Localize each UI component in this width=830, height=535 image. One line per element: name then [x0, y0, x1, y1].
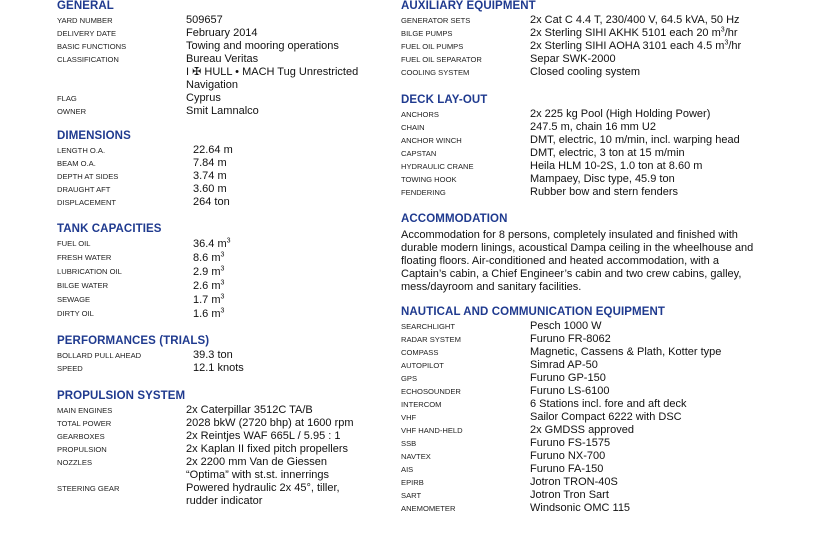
- spec-value-text: 39.3 ton: [193, 349, 233, 361]
- spec-label: GEARBOXES: [57, 432, 105, 441]
- spec-value: [193, 144, 233, 157]
- spec-value: [530, 411, 682, 424]
- section-heading: AUXILIARY EQUIPMENT: [401, 0, 536, 12]
- spec-row: [57, 362, 244, 375]
- spec-value-text: Cyprus: [186, 92, 221, 104]
- spec-label: BEAM O.A.: [57, 159, 96, 168]
- superscript: 3: [220, 293, 225, 301]
- spec-value: [530, 333, 611, 346]
- spec-value: [186, 105, 259, 118]
- spec-value: [530, 489, 609, 502]
- spec-value: [186, 14, 223, 27]
- spec-label: RADAR SYSTEM: [401, 335, 461, 344]
- section-dimensions: [57, 130, 233, 209]
- spec-value-text: 8.6 m: [193, 252, 221, 264]
- spec-row: [57, 404, 354, 417]
- spec-value: [530, 424, 634, 437]
- spec-value-text: 2x Sterling SIHI AOHA 3101 each 4.5 m: [530, 40, 725, 52]
- spec-value-text: Furuno FA-150: [530, 463, 604, 475]
- section-general: [57, 0, 358, 118]
- spec-row: [401, 14, 741, 27]
- spec-label: FLAG: [57, 94, 77, 103]
- spec-label: CHAIN: [401, 123, 425, 132]
- spec-row: [57, 482, 354, 495]
- spec-value-text: 2x 2200 mm Van de Giessen: [186, 456, 328, 468]
- spec-value-text: Furuno FR-8062: [530, 333, 611, 345]
- spec-value: [193, 237, 231, 251]
- spec-label: OWNER: [57, 107, 87, 116]
- spec-label: SSB: [401, 439, 417, 448]
- spec-label: DIRTY OIL: [57, 309, 94, 318]
- spec-label: ANCHORS: [401, 110, 439, 119]
- spec-row: [57, 279, 231, 293]
- spec-label: BILGE PUMPS: [401, 29, 453, 38]
- spec-row: [401, 424, 721, 437]
- spec-row: [401, 398, 721, 411]
- spec-row: [57, 495, 354, 508]
- spec-label: ECHOSOUNDER: [401, 387, 461, 396]
- spec-label: SPEED: [57, 364, 83, 373]
- unit-suffix: /hr: [728, 40, 742, 52]
- section-heading: PERFORMANCES (TRIALS): [57, 335, 210, 347]
- spec-value: [530, 147, 685, 160]
- spec-value-text: 2x Sterling SIHI AKHK 5101 each 20 m: [530, 27, 721, 39]
- spec-row: [57, 157, 233, 170]
- spec-value: [186, 443, 348, 456]
- spec-value: [186, 417, 354, 430]
- spec-row: [401, 27, 741, 40]
- spec-label: TOTAL POWER: [57, 419, 112, 428]
- spec-row: [401, 346, 721, 359]
- superscript: 3: [724, 39, 729, 47]
- section-paragraph: Accommodation for 8 persons, completely insulated and finished with durable modern linings, acoustical Dampa ceiling in the wheelhouse and floating floors. Air-conditioned and heated accommodation, with a Captain’s cabin, a Chief Engineer’s cabin and two crew cabins, galley, mess/dayroom and sanitary facilities.: [401, 229, 754, 293]
- spec-value-text: 1.6 m: [193, 308, 221, 320]
- spec-row: [57, 443, 354, 456]
- spec-row: [57, 293, 231, 307]
- spec-value: [530, 160, 702, 173]
- spec-row: [57, 53, 358, 66]
- spec-value: [186, 79, 238, 92]
- spec-label: COMPASS: [401, 348, 439, 357]
- spec-value: [530, 66, 640, 79]
- spec-value-text: Jotron Tron Sart: [530, 489, 609, 501]
- spec-value-text: Furuno GP-150: [530, 372, 606, 384]
- spec-value: [530, 450, 605, 463]
- spec-row: [401, 502, 721, 515]
- spec-value: [530, 346, 721, 359]
- spec-value: [193, 349, 233, 362]
- spec-value-text: Powered hydraulic 2x 45°, tiller,: [186, 482, 340, 494]
- spec-value-text: 3.74 m: [193, 170, 227, 182]
- spec-row: [57, 66, 358, 79]
- spec-row: [57, 417, 354, 430]
- section-heading: DIMENSIONS: [57, 130, 131, 142]
- spec-value-text: 2x Kaplan II fixed pitch propellers: [186, 443, 349, 455]
- spec-value-text: Towing and mooring operations: [186, 40, 339, 52]
- spec-value-text: I ✠ HULL • MACH Tug Unrestricted: [186, 66, 359, 78]
- spec-value-text: 2.9 m: [193, 266, 221, 278]
- section-deck: [401, 94, 740, 199]
- spec-value-text: rudder indicator: [186, 495, 263, 507]
- spec-row: [57, 92, 358, 105]
- spec-label: GPS: [401, 374, 418, 383]
- spec-value-text: Bureau Veritas: [186, 53, 259, 65]
- spec-value: [186, 456, 327, 469]
- spec-value: [186, 40, 339, 53]
- spec-value-text: 2.6 m: [193, 280, 221, 292]
- spec-row: [401, 121, 740, 134]
- spec-value: [193, 279, 224, 293]
- spec-value: [530, 476, 618, 489]
- spec-value-text: DMT, electric, 10 m/min, incl. warping head: [530, 134, 740, 146]
- spec-value-text: 2x Caterpillar 3512C TA/B: [186, 404, 313, 416]
- spec-label: AUTOPILOT: [401, 361, 444, 370]
- spec-value-text: Rubber bow and stern fenders: [530, 186, 678, 198]
- section-propulsion: [57, 390, 354, 508]
- spec-value: [193, 157, 227, 170]
- section-nautical: [401, 306, 721, 515]
- spec-row: [57, 105, 358, 118]
- spec-value: [530, 437, 610, 450]
- spec-row: [57, 27, 358, 40]
- spec-label: VHF HAND-HELD: [401, 426, 463, 435]
- spec-label: INTERCOM: [401, 400, 442, 409]
- spec-label: PROPULSION: [57, 445, 107, 454]
- spec-label: TOWING HOOK: [401, 175, 457, 184]
- spec-row: [57, 196, 233, 209]
- spec-label: LUBRICATION OIL: [57, 267, 122, 276]
- spec-value-text: Furuno NX-700: [530, 450, 606, 462]
- spec-row: [57, 265, 231, 279]
- spec-row: [57, 456, 354, 469]
- spec-value-text: 509657: [186, 14, 223, 26]
- spec-row: [57, 251, 231, 265]
- spec-value-text: Magnetic, Cassens & Plath, Kotter type: [530, 346, 722, 358]
- section-accommodation: [401, 213, 761, 294]
- spec-label: BILGE WATER: [57, 281, 109, 290]
- spec-value-text: 2x Reintjes WAF 665L / 5.95 : 1: [186, 430, 341, 442]
- spec-value: [530, 121, 656, 134]
- spec-row: [57, 144, 233, 157]
- spec-value-text: 2x Cat C 4.4 T, 230/400 V, 64.5 kVA, 50 Hz: [530, 14, 740, 26]
- spec-value-text: “Optima” with st.st. innerrings: [186, 469, 330, 481]
- spec-row: [57, 349, 244, 362]
- spec-value-text: Navigation: [186, 79, 238, 91]
- spec-row: [401, 147, 740, 160]
- section-tank: [57, 223, 231, 321]
- spec-value-text: 247.5 m, chain 16 mm U2: [530, 121, 656, 133]
- spec-value: [193, 251, 224, 265]
- spec-label: [57, 66, 186, 79]
- section-heading: TANK CAPACITIES: [57, 223, 162, 235]
- spec-value: [530, 320, 602, 333]
- unit-suffix: /hr: [724, 27, 738, 39]
- spec-row: [401, 333, 721, 346]
- spec-value-text: 2x 225 kg Pool (High Holding Power): [530, 108, 711, 120]
- spec-label: DELIVERY DATE: [57, 29, 117, 38]
- spec-value: [530, 502, 630, 515]
- spec-value: [530, 53, 616, 66]
- spec-label: BOLLARD PULL AHEAD: [57, 351, 142, 360]
- spec-label: YARD NUMBER: [57, 16, 113, 25]
- spec-value-text: Sailor Compact 6222 with DSC: [530, 411, 682, 423]
- spec-value: [530, 398, 687, 411]
- spec-label: CLASSIFICATION: [57, 55, 119, 64]
- spec-value-text: Separ SWK-2000: [530, 53, 616, 65]
- spec-row: [401, 489, 721, 502]
- spec-value: [186, 53, 258, 66]
- spec-value-text: Mampaey, Disc type, 45.9 ton: [530, 173, 675, 185]
- spec-row: [401, 186, 740, 199]
- spec-value-text: 3.60 m: [193, 183, 227, 195]
- spec-value: [530, 40, 741, 53]
- spec-value: [193, 183, 227, 196]
- spec-label: FENDERING: [401, 188, 446, 197]
- spec-value: [530, 27, 738, 40]
- spec-value-text: DMT, electric, 3 ton at 15 m/min: [530, 147, 685, 159]
- spec-value-text: Furuno LS-6100: [530, 385, 610, 397]
- spec-row: [401, 372, 721, 385]
- spec-value: [186, 404, 313, 417]
- spec-label: DISPLACEMENT: [57, 198, 117, 207]
- spec-row: [57, 40, 358, 53]
- spec-value: [186, 469, 329, 482]
- spec-label: FUEL OIL SEPARATOR: [401, 55, 482, 64]
- section-heading: DECK LAY-OUT: [401, 94, 488, 106]
- spec-value: [530, 385, 610, 398]
- spec-label: SEARCHLIGHT: [401, 322, 456, 331]
- spec-label: SEWAGE: [57, 295, 91, 304]
- spec-row: [57, 183, 233, 196]
- spec-value: [193, 170, 227, 183]
- spec-value-text: 36.4 m: [193, 238, 227, 250]
- spec-label: AIS: [401, 465, 414, 474]
- spec-value-text: Heila HLM 10-2S, 1.0 ton at 8.60 m: [530, 160, 703, 172]
- spec-label: STEERING GEAR: [57, 484, 120, 493]
- spec-value: [530, 463, 603, 476]
- spec-row: [57, 79, 358, 92]
- spec-value-text: 7.84 m: [193, 157, 227, 169]
- spec-value: [186, 92, 221, 105]
- spec-label: GENERATOR SETS: [401, 16, 471, 25]
- superscript: 3: [220, 265, 225, 273]
- spec-label: EPIRB: [401, 478, 424, 487]
- spec-row: [401, 463, 721, 476]
- spec-row: [57, 14, 358, 27]
- spec-value-text: 2x GMDSS approved: [530, 424, 634, 436]
- spec-label: LENGTH O.A.: [57, 146, 106, 155]
- section-heading: ACCOMMODATION: [401, 213, 508, 225]
- spec-label: CAPSTAN: [401, 149, 437, 158]
- spec-value-text: Smit Lamnalco: [186, 105, 259, 117]
- spec-value-text: Furuno FS-1575: [530, 437, 611, 449]
- spec-value-text: 22.64 m: [193, 144, 233, 156]
- spec-value-text: 1.7 m: [193, 294, 221, 306]
- spec-value-text: February 2014: [186, 27, 258, 39]
- spec-label: [57, 495, 186, 508]
- spec-label: [57, 79, 186, 92]
- spec-row: [401, 437, 721, 450]
- spec-row: [401, 134, 740, 147]
- spec-label: COOLING SYSTEM: [401, 68, 470, 77]
- spec-value: [530, 14, 740, 27]
- spec-row: [401, 160, 740, 173]
- spec-value: [193, 293, 224, 307]
- spec-value: [186, 27, 258, 40]
- spec-row: [57, 170, 233, 183]
- spec-row: [57, 237, 231, 251]
- spec-value: [530, 372, 606, 385]
- spec-value-text: 264 ton: [193, 196, 230, 208]
- spec-label: NOZZLES: [57, 458, 93, 467]
- spec-label: SART: [401, 491, 422, 500]
- spec-row: [401, 53, 741, 66]
- spec-row: [401, 450, 721, 463]
- spec-row: [401, 411, 721, 424]
- spec-row: [401, 108, 740, 121]
- superscript: 3: [720, 26, 725, 34]
- spec-label: HYDRAULIC CRANE: [401, 162, 474, 171]
- section-performances: [57, 335, 244, 375]
- spec-value-text: Windsonic OMC 115: [530, 502, 631, 514]
- spec-label: [57, 469, 186, 482]
- spec-value: [530, 134, 740, 147]
- spec-label: BASIC FUNCTIONS: [57, 42, 127, 51]
- superscript: 3: [220, 307, 225, 315]
- spec-row: [57, 307, 231, 321]
- spec-value-text: 2028 bkW (2720 bhp) at 1600 rpm: [186, 417, 354, 429]
- spec-value: [530, 186, 678, 199]
- section-heading: NAUTICAL AND COMMUNICATION EQUIPMENT: [401, 306, 666, 318]
- spec-value: [193, 265, 224, 279]
- spec-row: [401, 40, 741, 53]
- spec-value: [193, 362, 244, 375]
- spec-value-text: Closed cooling system: [530, 66, 641, 78]
- superscript: 3: [220, 251, 225, 259]
- spec-label: FRESH WATER: [57, 253, 112, 262]
- spec-label: DEPTH AT SIDES: [57, 172, 119, 181]
- spec-value: [530, 108, 710, 121]
- spec-value-text: 12.1 knots: [193, 362, 244, 374]
- spec-label: VHF: [401, 413, 417, 422]
- spec-value: [186, 482, 340, 495]
- spec-label: ANCHOR WINCH: [401, 136, 462, 145]
- section-auxiliary: [401, 0, 741, 79]
- spec-value: [193, 196, 230, 209]
- spec-value: [186, 430, 340, 443]
- spec-value-text: Pesch 1000 W: [530, 320, 602, 332]
- spec-row: [401, 476, 721, 489]
- spec-label: FUEL OIL: [57, 239, 91, 248]
- spec-label: DRAUGHT AFT: [57, 185, 111, 194]
- spec-label: NAVTEX: [401, 452, 431, 461]
- spec-row: [401, 173, 740, 186]
- spec-value: [186, 66, 358, 79]
- spec-row: [57, 430, 354, 443]
- spec-row: [401, 66, 741, 79]
- spec-value-text: Jotron TRON-40S: [530, 476, 618, 488]
- spec-value: [530, 173, 675, 186]
- spec-label: MAIN ENGINES: [57, 406, 113, 415]
- superscript: 3: [220, 279, 225, 287]
- spec-value: [193, 307, 224, 321]
- spec-row: [57, 469, 354, 482]
- spec-row: [401, 385, 721, 398]
- superscript: 3: [226, 237, 231, 245]
- spec-row: [401, 359, 721, 372]
- spec-label: ANEMOMETER: [401, 504, 456, 513]
- spec-value: [530, 359, 598, 372]
- section-heading: PROPULSION SYSTEM: [57, 390, 186, 402]
- spec-value-text: Simrad AP-50: [530, 359, 598, 371]
- spec-value-text: 6 Stations incl. fore and aft deck: [530, 398, 687, 410]
- spec-row: [401, 320, 721, 333]
- section-heading: GENERAL: [57, 0, 114, 12]
- spec-value: [186, 495, 262, 508]
- spec-label: FUEL OIL PUMPS: [401, 42, 464, 51]
